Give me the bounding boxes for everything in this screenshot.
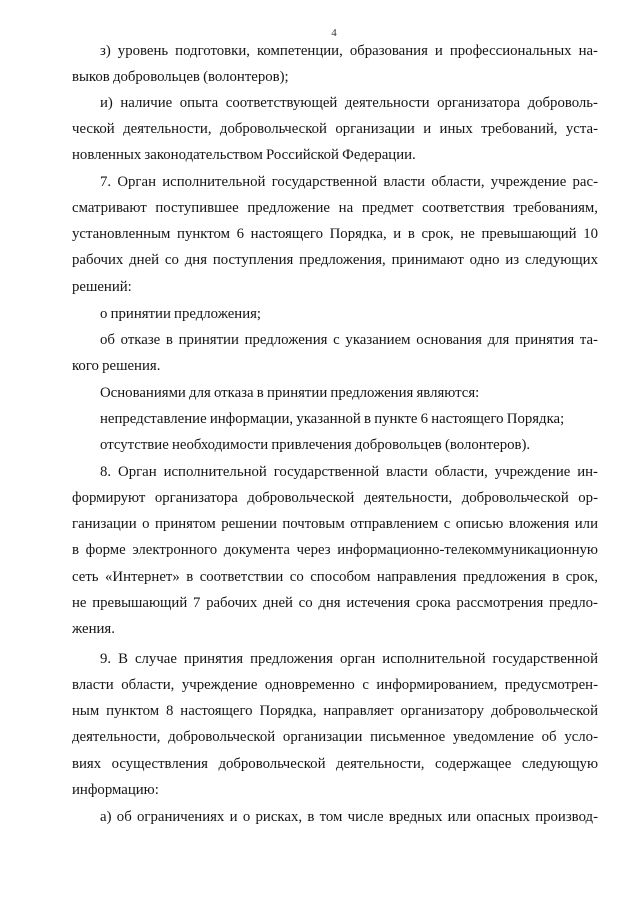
text-line: 9. В случае принятия предложения орган исполнительной государственной [100,650,598,667]
text-line: ческой деятельности, добровольческой организации и иных требований, уста- [72,120,598,137]
text-line: решений: [72,278,132,295]
paragraph-refusal-grounds [72,380,598,406]
text-line: информацию: [72,781,159,798]
text-line: не превышающий 7 рабочих дней со дня истечения срока рассмотрения предло- [72,594,598,611]
text-line: виях осуществления добровольческой деятельности, содержащее следующую [72,755,598,772]
paragraph-i [72,90,598,169]
text-line: власти области, учреждение одновременно с информированием, предусмотрен- [72,676,598,693]
text-line: новленных законодательством Российской Федерации. [72,147,416,164]
text-line: формируют организатора добровольческой деятельности, добровольческой ор- [72,489,598,506]
text-line: жения. [72,621,115,638]
text-line: о принятии предложения; [100,305,262,322]
page-number: 4 [331,27,337,39]
paragraph-decision-accept [72,301,598,327]
text-line: об отказе в принятии предложения с указанием основания для принятия та- [100,331,598,348]
text-line: 8. Орган исполнительной государственной власти области, учреждение ин- [100,463,598,480]
text-line: ным пунктом 8 настоящего Порядка, направляет организатору добровольческой [72,703,598,720]
text-line: непредставление информации, указанной в пункте 6 настоящего Порядка; [100,410,565,427]
paragraph-z [72,38,598,91]
text-line: з) уровень подготовки, компетенции, образования и профессиональных на- [100,42,598,59]
text-line: ганизации о принятом решении почтовым отправлением с описью вложения или [72,516,598,533]
paragraph-8 [72,459,598,643]
paragraph-7 [72,169,598,300]
paragraph-refusal-ground-2 [72,432,598,458]
text-line: установленным пунктом 6 настоящего Порядка, и в срок, не превышающий 10 [72,226,598,243]
paragraph-decision-reject [72,327,598,380]
text-line: в форме электронного документа через информационно-телекоммуникационную [72,542,598,559]
text-line: рабочих дней со дня поступления предложения, принимают одно из следующих [72,252,598,269]
text-line: и) наличие опыта соответствующей деятельности организатора доброволь- [100,94,598,111]
text-line: отсутствие необходимости привлечения добровольцев (волонтеров). [100,436,531,453]
paragraph-refusal-ground-1 [72,406,598,432]
text-line: сеть «Интернет» в соответствии со способом направления предложения в срок, [72,568,598,585]
paragraph-9 [72,646,598,804]
text-line: деятельности, добровольческой организации письменное уведомление об усло- [72,729,598,746]
text-line: сматривают поступившее предложение на предмет соответствия требованиям, [72,199,598,216]
paragraph-a [72,804,598,830]
text-line: а) об ограничениях и о рисках, в том числе вредных или опасных производ- [100,808,598,825]
text-line: 7. Орган исполнительной государственной власти области, учреждение рас- [100,173,598,190]
text-line: выков добровольцев (волонтеров); [72,68,289,85]
text-line: кого решения. [72,357,161,374]
text-line: Основаниями для отказа в принятии предложения являются: [100,384,480,401]
